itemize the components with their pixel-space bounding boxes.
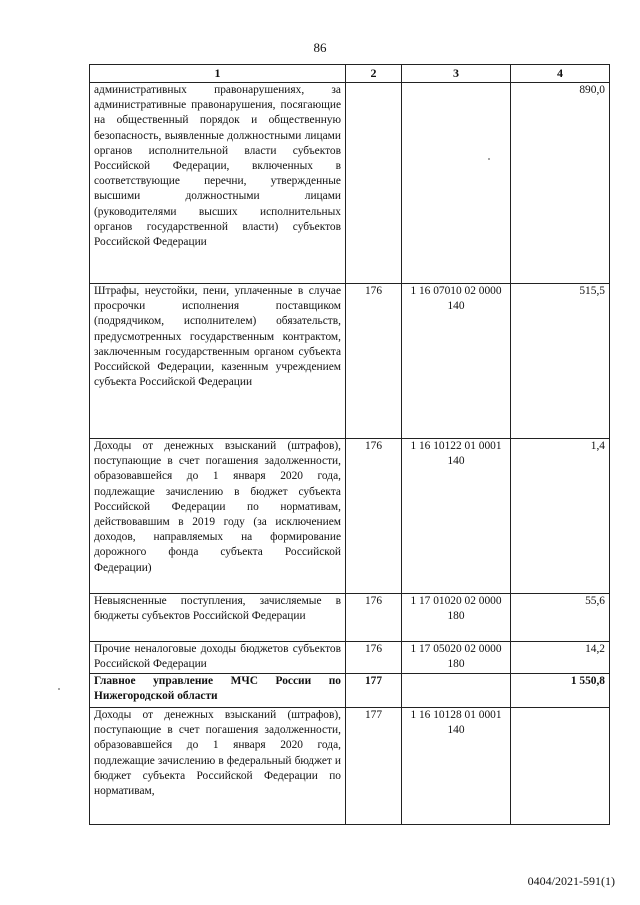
scan-speck — [58, 688, 60, 690]
row-budget-code: 1 16 10122 01 0001 140 — [402, 439, 511, 594]
table-header-row — [90, 65, 610, 83]
row-amount: 55,6 — [511, 594, 610, 642]
table-row — [90, 439, 610, 594]
header-col-3: 3 — [402, 65, 511, 83]
table-row — [90, 284, 610, 439]
header-col-4: 4 — [511, 65, 610, 83]
row-description: Доходы от денежных взысканий (штрафов), поступающие в счет погашения задолженности, образовавшейся до 1 января 2020 года, подлежащие зачислению в бюджет субъекта Российской Федерации по нормативам, действовавшим в 2019 году (за исключением доходов, направляемых на формирование дорожного фонда субъекта Российской Федерации) — [90, 439, 346, 594]
row-amount: 1 550,8 — [511, 674, 610, 708]
row-budget-code — [402, 674, 511, 708]
table-row-section-header — [90, 674, 610, 708]
row-description: Прочие неналоговые доходы бюджетов субъектов Российской Федерации — [90, 642, 346, 674]
row-budget-code: 1 17 01020 02 0000 180 — [402, 594, 511, 642]
row-amount: 14,2 — [511, 642, 610, 674]
row-admin-code: 176 — [346, 439, 402, 594]
row-budget-code: 1 17 05020 02 0000 180 — [402, 642, 511, 674]
row-description: Главное управление МЧС России по Нижегородской области — [90, 674, 346, 708]
table-row — [90, 708, 610, 825]
budget-revenue-table — [89, 64, 610, 825]
document-registration-code: 0404/2021-591(1) — [527, 874, 615, 888]
table-row — [90, 594, 610, 642]
row-amount: 515,5 — [511, 284, 610, 439]
row-amount — [511, 708, 610, 825]
row-description: административных правонарушениях, за административные правонарушения, посягающие на общественный порядок и общественную безопасность, выявленные должностными лицами органов исполнительной власти субъектов Российской Федерации, включенных в соответствующие перечни, утвержденные высшими должностными лицами (руководителями высших исполнительных органов государственной власти) субъектов Российской Федерации — [90, 83, 346, 284]
row-admin-code: 177 — [346, 674, 402, 708]
header-col-2: 2 — [346, 65, 402, 83]
row-admin-code: 176 — [346, 284, 402, 439]
row-admin-code: 176 — [346, 642, 402, 674]
row-description: Штрафы, неустойки, пени, уплаченные в случае просрочки исполнения поставщиком (подрядчиком, исполнителем) обязательств, предусмотренных государственным контрактом, заключенным государственным органом субъекта Российской Федерации, казенным учреждением субъекта Российской Федерации — [90, 284, 346, 439]
row-description: Невыясненные поступления, зачисляемые в бюджеты субъектов Российской Федерации — [90, 594, 346, 642]
table-row — [90, 642, 610, 674]
row-budget-code — [402, 83, 511, 284]
header-col-1: 1 — [90, 65, 346, 83]
scan-speck — [488, 158, 490, 160]
table-row — [90, 83, 610, 284]
row-admin-code: 176 — [346, 594, 402, 642]
row-budget-code: 1 16 07010 02 0000 140 — [402, 284, 511, 439]
row-amount: 890,0 — [511, 83, 610, 284]
row-admin-code: 177 — [346, 708, 402, 825]
row-description: Доходы от денежных взысканий (штрафов), поступающие в счет погашения задолженности, образовавшейся до 1 января 2020 года, подлежащие зачислению в федеральный бюджет и бюджет субъекта Российской Федерации по нормативам, — [90, 708, 346, 825]
row-amount: 1,4 — [511, 439, 610, 594]
page-number: 86 — [313, 40, 327, 55]
row-admin-code — [346, 83, 402, 284]
row-budget-code: 1 16 10128 01 0001 140 — [402, 708, 511, 825]
